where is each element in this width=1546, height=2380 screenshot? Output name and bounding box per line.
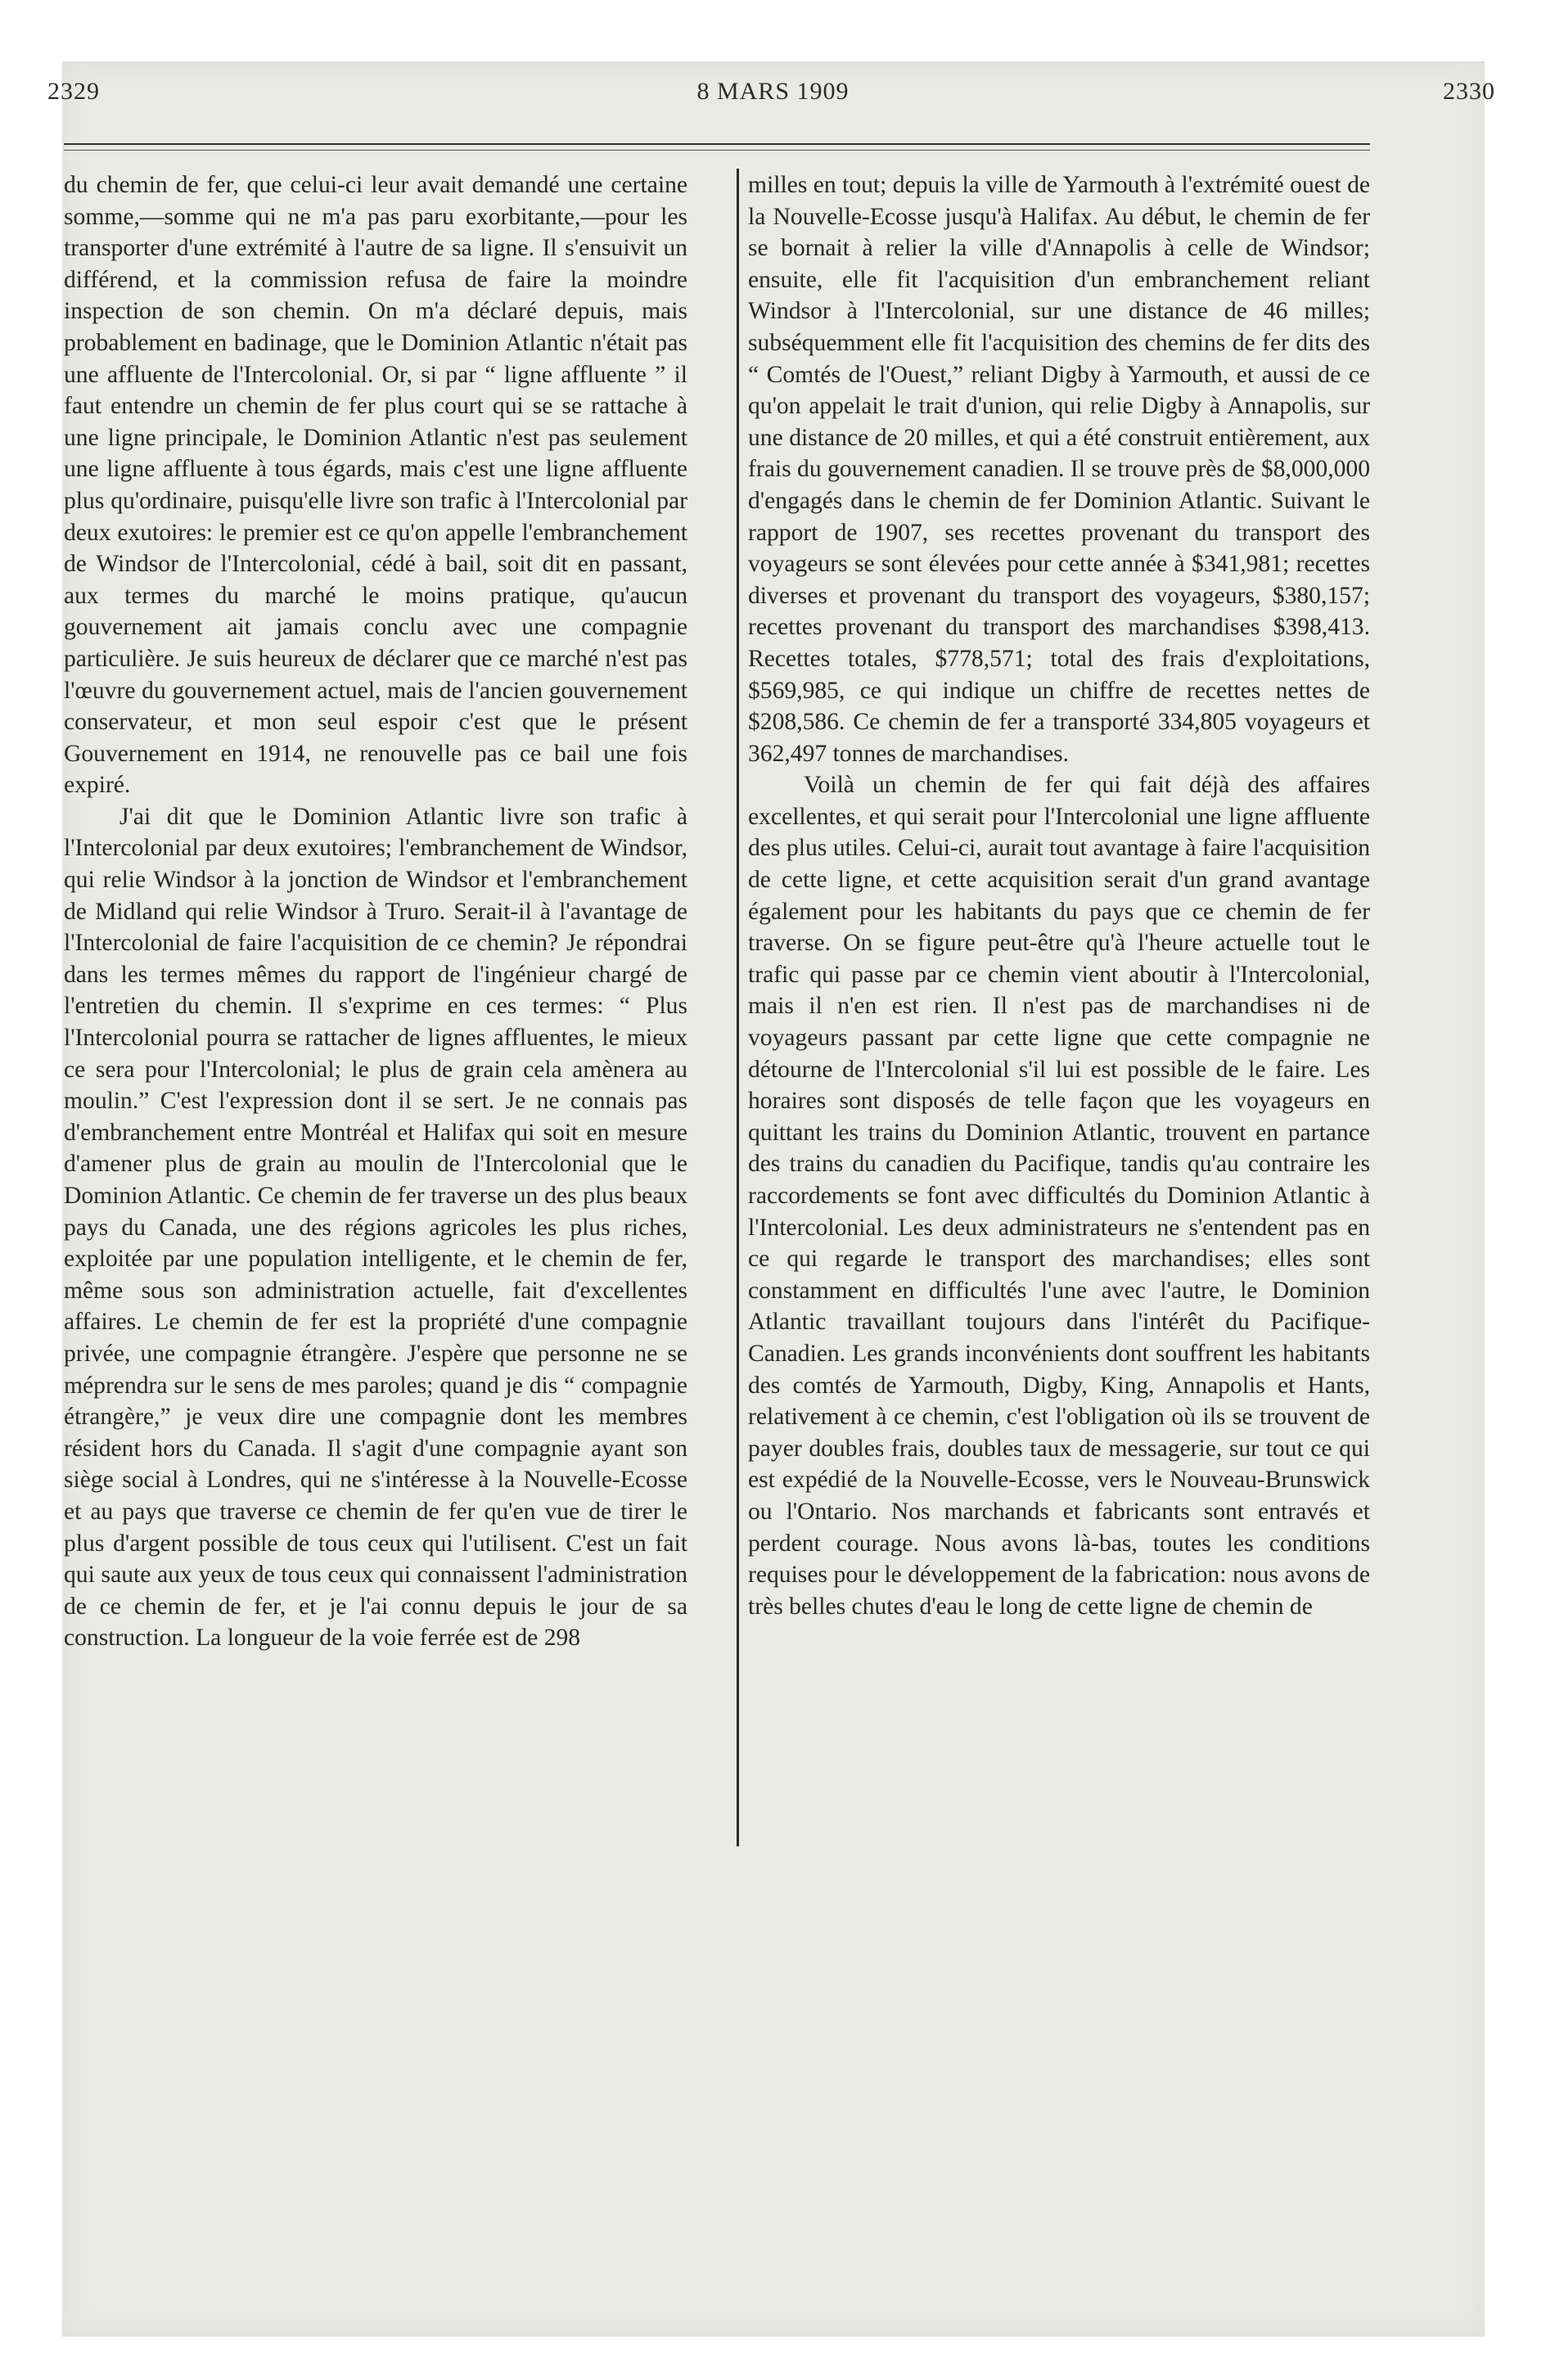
page-number-left: 2329: [47, 78, 100, 105]
page-number-right: 2330: [1443, 78, 1495, 105]
right-column: [748, 169, 1370, 1622]
left-column: [64, 169, 687, 1654]
paragraph: du chemin de fer, que celui-ci leur avait demandé une certaine somme,—somme qui ne m'a pas paru exorbitante,—pour les transporter d'une extrémité à l'autre de sa ligne. Il s'ensuivit un différend, et la commission refusa de faire la moindre inspection de son chemin. On m'a déclaré depuis, mais probablement en badinage, que le Dominion Atlantic n'était pas une affluente de l'Intercolonial. Or, si par “ ligne affluente ” il faut entendre un chemin de fer plus court qui se se rattache à une ligne principale, le Dominion Atlantic n'est pas seulement une ligne affluente à tous égards, mais c'est une ligne affluente plus qu'ordinaire, puisqu'elle livre son trafic à l'Intercolonial par deux exutoires: le premier est ce qu'on appelle l'embranchement de Windsor de l'Intercolonial, cédé à bail, soit dit en passant, aux termes du marché le moins pratique, qu'aucun gouvernement ait jamais conclu avec une compagnie particulière. Je suis heureux de déclarer que ce marché n'est pas l'œuvre du gouvernement actuel, mais de l'ancien gouvernement conservateur, et mon seul espoir c'est que le présent Gouvernement en 1914, ne renouvelle pas ce bail une fois expiré.: [64, 172, 687, 799]
header-rule-thin: [64, 150, 1370, 151]
header-rule: [64, 143, 1370, 145]
header-date: 8 MARS 1909: [696, 78, 850, 105]
column-divider: [737, 169, 739, 1846]
paragraph: milles en tout; depuis la ville de Yarmouth à l'extrémité ouest de la Nouvelle-Ecosse jusqu'à Halifax. Au début, le chemin de fer se bornait à relier la ville d'Annapolis à celle de Windsor; ensuite, elle fit l'acquisition d'un embranchement reliant Windsor à l'Intercolonial, sur une distance de 46 milles; subséquemment elle fit l'acquisition des chemins de fer dits des “ Comtés de l'Ouest,” reliant Digby à Yarmouth, et aussi de ce qu'on appelait le trait d'union, qui relie Digby à Annapolis, sur une distance de 20 milles, et qui a été construit entièrement, aux frais du gouvernement canadien. Il se trouve près de $8,000,000 d'engagés dans le chemin de fer Dominion Atlantic. Suivant le rapport de 1907, ses recettes provenant du transport des voyageurs se sont élevées pour cette année à $341,981; recettes diverses et provenant du transport des voyageurs, $380,157; recettes provenant du transport des marchandises $398,413. Recettes totales, $778,571; total des frais d'exploitations, $569,985, ce qui indique un chiffre de recettes nettes de $208,586. Ce chemin de fer a transporté 334,805 voyageurs et 362,497 tonnes de marchandises.: [748, 172, 1370, 767]
paragraph: J'ai dit que le Dominion Atlantic livre son trafic à l'Intercolonial par deux exutoires; l'embranchement de Windsor, qui relie Windsor à la jonction de Windsor et l'embranchement de Midland qui relie Windsor à Truro. Serait-il à l'avantage de l'Intercolonial de faire l'acquisition de ce chemin? Je répondrai dans les termes mêmes du rapport de l'ingénieur chargé de l'entretien du chemin. Il s'exprime en ces termes: “ Plus l'Intercolonial pourra se rattacher de lignes affluentes, le mieux ce sera pour l'Intercolonial; le plus de grain cela amènera au moulin.” C'est l'expression dont il se sert. Je ne connais pas d'embranchement entre Montréal et Halifax qui soit en mesure d'amener plus de grain au moulin de l'Intercolonial que le Dominion Atlantic. Ce chemin de fer traverse un des plus beaux pays du Canada, une des régions agricoles les plus riches, exploitée par une population intelligente, et le chemin de fer, même sous son administration actuelle, fait d'excellentes affaires. Le chemin de fer est la propriété d'une compagnie privée, une compagnie étrangère. J'espère que personne ne se méprendra sur le sens de mes paroles; quand je dis “ compagnie étrangère,” je veux dire une compagnie dont les membres résident hors du Canada. Il s'agit d'une compagnie ayant son siège social à Londres, qui ne s'intéresse à la Nouvelle-Ecosse et au pays que traverse ce chemin de fer qu'en vue de tirer le plus d'argent possible de tous ceux qui l'utilisent. C'est un fait qui saute aux yeux de tous ceux qui connaissent l'administration de ce chemin de fer, et je l'ai connu depuis le jour de sa construction. La longueur de la voie ferrée est de 298: [64, 803, 687, 1652]
page-header: [0, 78, 1546, 119]
paragraph: Voilà un chemin de fer qui fait déjà des affaires excellentes, et qui serait pour l'Intercolonial une ligne affluente des plus utiles. Celui-ci, aurait tout avantage à faire l'acquisition de cette ligne, et cette acquisition serait d'un grand avantage également pour les habitants du pays que ce chemin de fer traverse. On se figure peut-être qu'à l'heure actuelle tout le trafic qui passe par ce chemin vient aboutir à l'Intercolonial, mais il n'en est rien. Il n'est pas de marchandises ni de voyageurs passant par cette ligne que cette compagnie ne détourne de l'Intercolonial s'il lui est possible de le faire. Les horaires sont disposés de telle façon que les voyageurs en quittant les trains du Dominion Atlantic, trouvent en partance des trains du canadien du Pacifique, tandis qu'au contraire les raccordements se font avec difficultés du Dominion Atlantic à l'Intercolonial. Les deux administrateurs ne s'entendent pas en ce qui regarde le transport des marchandises; elles sont constamment en difficultés l'une avec l'autre, le Dominion Atlantic travaillant toujours dans l'intérêt du Pacifique-Canadien. Les grands inconvénients dont souffrent les habitants des comtés de Yarmouth, Digby, King, Annapolis et Hants, relativement à ce chemin, c'est l'obligation où ils se trouvent de payer doubles frais, doubles taux de messagerie, sur tout ce qui est expédié de la Nouvelle-Ecosse, vers le Nouveau-Brunswick ou l'Ontario. Nos marchands et fabricants sont entravés et perdent courage. Nous avons là-bas, toutes les conditions requises pour le développement de la fabrication: nous avons de très belles chutes d'eau le long de cette ligne de chemin de: [748, 772, 1370, 1620]
